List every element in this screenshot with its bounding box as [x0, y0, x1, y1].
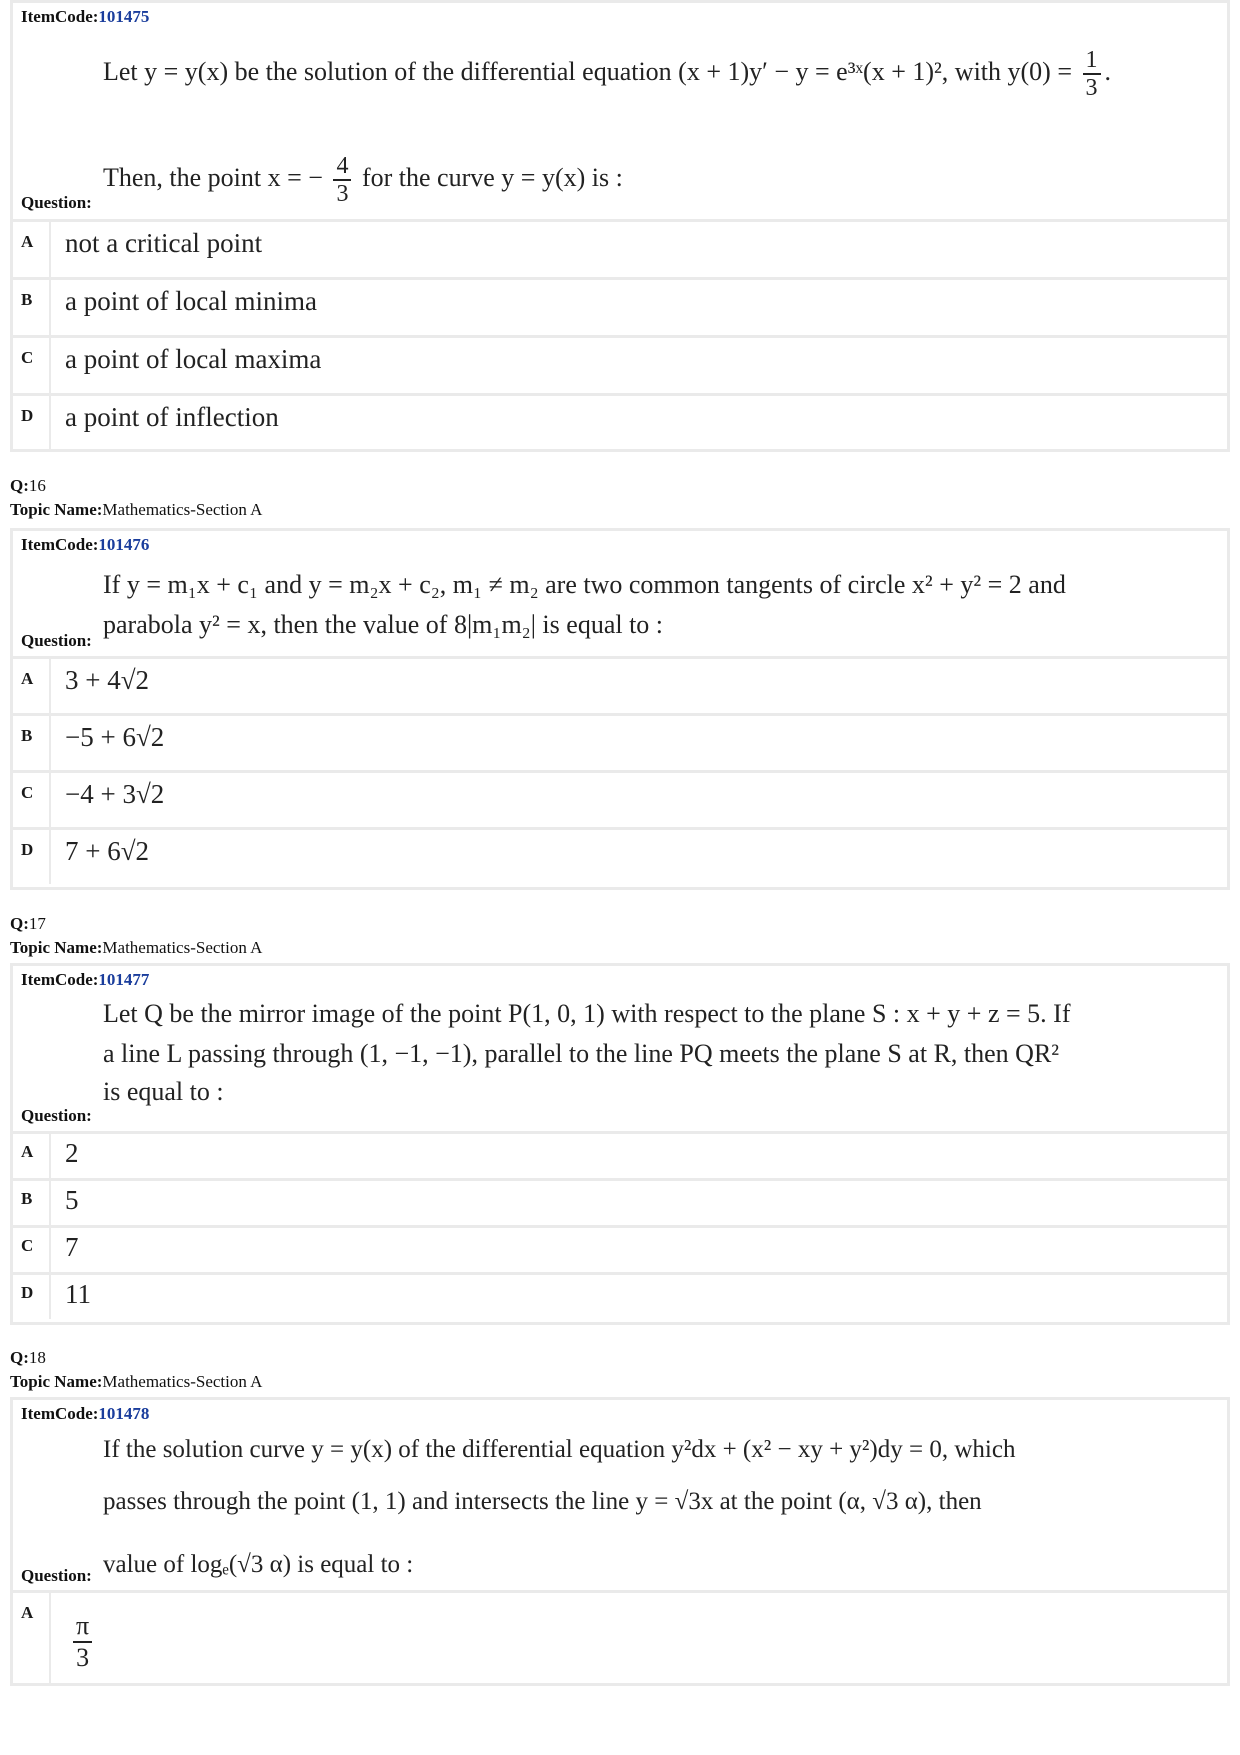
option-letter: A [21, 669, 34, 688]
divider [49, 773, 51, 827]
divider [49, 830, 51, 884]
item-code-number: 101478 [98, 1404, 150, 1423]
question-label: Question: [21, 1106, 92, 1125]
fraction [1083, 47, 1101, 101]
item-code-number: 101475 [98, 7, 150, 26]
stem-line: If y = m₁x + c₁ and y = m₂x + c₂, m₁ ≠ m₂ are two common tangents of circle x² + y² = 2 and [103, 570, 1066, 599]
fraction [333, 153, 351, 207]
option-text: 7 + 6√2 [65, 836, 150, 866]
item-code-label: ItemCode: [21, 7, 99, 26]
fraction-numerator: 4 [333, 153, 351, 181]
stem-line: passes through the point (1, 1) and intersects the line y = √3x at the point (α, √3 α), then [103, 1488, 982, 1515]
question-number-label: Q: [10, 1348, 29, 1367]
option-letter: A [21, 232, 34, 251]
option-letter: B [21, 1189, 33, 1208]
question-stem [13, 966, 1227, 1131]
question-panel-16 [10, 528, 1230, 890]
option-letter: B [21, 726, 33, 745]
divider [49, 338, 51, 393]
question-stem [13, 3, 1227, 219]
option-letter: D [21, 840, 34, 859]
question-panel-15 [10, 0, 1230, 452]
stem-text: Let y = y(x) be the solution of the differential equation (x + 1)y′ − y = e³ˣ(x + 1)², with y(0) = [103, 56, 1073, 86]
option-letter: A [21, 1142, 34, 1161]
stem-text: for the curve y = y(x) is : [361, 162, 623, 192]
divider [49, 1228, 51, 1272]
option-text: a point of local maxima [65, 344, 322, 374]
option-letter: B [21, 290, 33, 309]
option-a[interactable] [13, 1131, 1227, 1178]
option-text: a point of local minima [65, 286, 317, 316]
topic-label: Topic Name: [10, 1372, 103, 1391]
option-text: 2 [65, 1138, 79, 1168]
option-text: 5 [65, 1185, 79, 1215]
divider [49, 396, 51, 451]
item-code-number: 101477 [98, 970, 150, 989]
option-letter: C [21, 348, 34, 367]
item-code [21, 535, 149, 555]
option-text: −4 + 3√2 [65, 779, 165, 809]
topic-label: Topic Name: [10, 500, 103, 519]
divider [49, 1181, 51, 1225]
topic-label: Topic Name: [10, 938, 103, 957]
fraction-denominator: 3 [76, 1643, 90, 1672]
option-a[interactable] [13, 1590, 1227, 1683]
option-c[interactable] [13, 770, 1227, 827]
option-letter: C [21, 783, 34, 802]
option-c[interactable] [13, 335, 1227, 393]
topic-name: Mathematics-Section A [102, 500, 263, 519]
stem-line: a line L passing through (1, −1, −1), parallel to the line PQ meets the plane S at R, then QR² [103, 1039, 1060, 1068]
topic-name: Mathematics-Section A [102, 938, 263, 957]
stem-line: value of logₑ(√3 α) is equal to : [103, 1551, 414, 1578]
question-header [10, 474, 262, 522]
fraction-denominator: 3 [336, 181, 349, 207]
stem-text: Then, the point x = − [103, 162, 323, 192]
stem-line: If the solution curve y = y(x) of the differential equation y²dx + (x² − xy + y²)dy = 0, which [103, 1436, 1016, 1463]
option-a[interactable] [13, 656, 1227, 713]
divider [49, 280, 51, 335]
divider [49, 659, 51, 713]
fraction-numerator: π [73, 1611, 92, 1643]
option-text: 3 + 4√2 [65, 665, 150, 695]
stem-text: . [1104, 56, 1112, 86]
item-code-label: ItemCode: [21, 970, 99, 989]
divider [49, 222, 51, 277]
option-text: not a critical point [65, 228, 263, 258]
stem-line: parabola y² = x, then the value of 8|m₁m₂| is equal to : [103, 610, 664, 639]
option-text: −5 + 6√2 [65, 722, 165, 752]
option-text [69, 1611, 96, 1673]
question-panel-18 [10, 1397, 1230, 1686]
option-d[interactable] [13, 827, 1227, 884]
option-c[interactable] [13, 1225, 1227, 1272]
option-text: a point of inflection [65, 402, 279, 432]
option-b[interactable] [13, 713, 1227, 770]
stem-line [103, 153, 623, 207]
option-b[interactable] [13, 1178, 1227, 1225]
item-code-number: 101476 [98, 535, 150, 554]
divider [49, 1134, 51, 1178]
topic-name: Mathematics-Section A [102, 1372, 263, 1391]
stem-line: is equal to : [103, 1077, 224, 1106]
question-number: 16 [28, 476, 46, 495]
fraction-numerator: 1 [1083, 47, 1101, 75]
option-letter: D [21, 1283, 34, 1302]
divider [49, 1593, 51, 1683]
item-code-label: ItemCode: [21, 535, 99, 554]
question-label: Question: [21, 631, 92, 650]
option-d[interactable] [13, 1272, 1227, 1319]
item-code [21, 970, 149, 990]
option-letter: C [21, 1236, 34, 1255]
question-header [10, 1346, 262, 1394]
question-number-label: Q: [10, 914, 29, 933]
option-letter: D [21, 406, 34, 425]
divider [49, 716, 51, 770]
question-stem [13, 1400, 1227, 1590]
question-number: 18 [28, 1348, 46, 1367]
stem-line: Let Q be the mirror image of the point P(1, 0, 1) with respect to the plane S : x + y + z = 5. If [103, 999, 1071, 1028]
option-letter: A [21, 1603, 34, 1622]
option-text: 11 [65, 1279, 91, 1309]
question-number: 17 [28, 914, 46, 933]
item-code-label: ItemCode: [21, 1404, 99, 1423]
option-d[interactable] [13, 393, 1227, 451]
question-panel-17 [10, 963, 1230, 1325]
option-text: 7 [65, 1232, 79, 1262]
divider [49, 1275, 51, 1319]
question-label: Question: [21, 1566, 92, 1585]
fraction-denominator: 3 [1085, 75, 1098, 101]
item-code [21, 7, 149, 27]
fraction [73, 1611, 92, 1673]
question-number-label: Q: [10, 476, 29, 495]
question-label: Question: [21, 193, 92, 212]
question-header [10, 912, 262, 960]
question-stem [13, 531, 1227, 656]
option-a[interactable] [13, 219, 1227, 277]
stem-line [103, 47, 1111, 101]
item-code [21, 1404, 149, 1424]
option-b[interactable] [13, 277, 1227, 335]
